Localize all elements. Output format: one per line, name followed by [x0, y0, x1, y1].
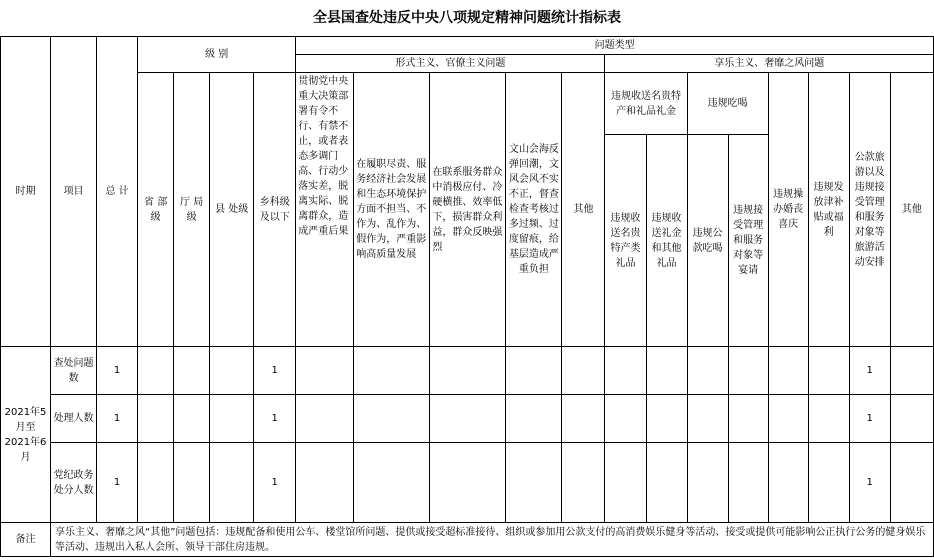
header-level-bureau: 厅 局级 [174, 73, 210, 347]
header-eat-banquet: 违规接受管理和服务对象等宴请 [728, 135, 768, 347]
header-level-township: 乡科级及以下 [254, 73, 296, 347]
header-wedding: 违规操办婚丧喜庆 [768, 73, 808, 347]
row-item: 查处问题数 [51, 347, 97, 395]
header-problem-type: 问题类型 [296, 37, 934, 55]
remark-row [1, 523, 934, 557]
header-gift: 违规收送名贵特产和礼品礼金 [605, 73, 687, 135]
table-row [1, 347, 934, 395]
header-formalism-3: 在联系服务群众中消极应付、冷硬横推、效率低下，损害群众利益，群众反映强烈 [430, 73, 506, 347]
header-total: 总 计 [97, 37, 138, 347]
row-township: 1 [254, 395, 296, 443]
row-township: 1 [254, 443, 296, 523]
header-level-province: 省 部级 [138, 73, 174, 347]
header-level: 级 别 [138, 37, 296, 73]
row-item: 处理人数 [51, 395, 97, 443]
row-total: 1 [97, 443, 138, 523]
header-formalism-1: 贯彻党中央重大决策部署有令不行、有禁不止，或者表态多调门高、行动少落实差，脱离实际、脱离群众，造成严重后果 [296, 73, 354, 347]
row-total: 1 [97, 395, 138, 443]
header-formalism: 形式主义、官僚主义问题 [296, 55, 605, 73]
row-travel: 1 [849, 395, 890, 443]
row-item: 党纪政务处分人数 [51, 443, 97, 523]
table-row [1, 395, 934, 443]
period-cell: 2021年5月至2021年6月 [1, 347, 51, 523]
row-travel: 1 [849, 443, 890, 523]
header-gift-money: 违规收送礼金和其他礼品 [646, 135, 687, 347]
row-travel: 1 [849, 347, 890, 395]
header-hedonism-other: 其他 [890, 73, 933, 347]
statistics-table [0, 36, 934, 557]
header-level-county: 县 处级 [210, 73, 254, 347]
header-gift-specialty: 违规收送名贵特产类礼品 [605, 135, 646, 347]
remark-label: 备注 [1, 523, 51, 557]
header-eat-public: 违规公款吃喝 [687, 135, 728, 347]
header-hedonism: 享乐主义、奢靡之风问题 [605, 55, 934, 73]
table-row [1, 443, 934, 523]
page-title: 全县国查处违反中央八项规定精神问题统计指标表 [313, 10, 621, 26]
remark-text: 享乐主义、奢靡之风“其他”问题包括：违规配备和使用公车、楼堂馆所问题、提供或接受超标准接待、组织或参加用公款支付的高消费娱乐健身等活动、接受或提供可能影响公正执行公务的健身娱乐等活动、违规出入私人会所、领导干部住房违规。 [51, 523, 934, 557]
header-formalism-4: 文山会海反弹回潮，文风会风不实不正，督查检查考核过多过频、过度留痕，给基层造成严重负担 [506, 73, 562, 347]
row-total: 1 [97, 347, 138, 395]
header-eat: 违规吃喝 [687, 73, 768, 135]
header-period: 时期 [1, 37, 51, 347]
header-formalism-2: 在履职尽责、服务经济社会发展和生态环境保护方面不担当、不作为、乱作为、假作为，严重影响高质量发展 [354, 73, 430, 347]
header-item: 项目 [51, 37, 97, 347]
row-township: 1 [254, 347, 296, 395]
header-subsidy: 违规发放津补贴或福利 [808, 73, 849, 347]
header-formalism-other: 其他 [562, 73, 605, 347]
header-travel: 公款旅游以及违规接受管理和服务对象等旅游活动安排 [849, 73, 890, 347]
